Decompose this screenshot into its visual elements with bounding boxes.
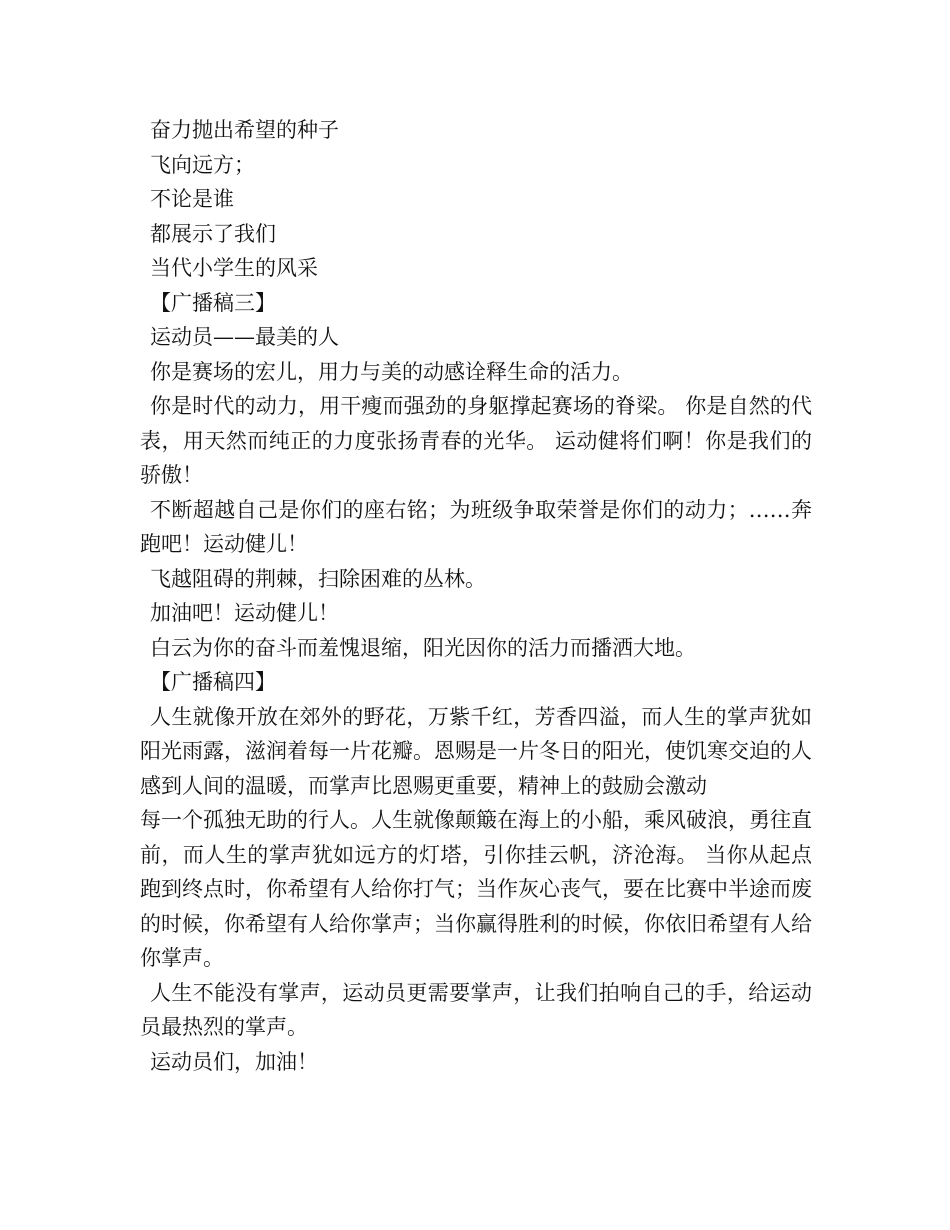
paragraph: 人生就像开放在郊外的野花，万紫千红，芳香四溢，而人生的掌声犹如阳光雨露，滋润着每一片花瓣。恩赐是一片冬日的阳光，使饥寒交迫的人感到人间的温暖，而掌声比恩赐更重要，精神上的鼓励会激动	[140, 704, 812, 798]
poem-title: 运动员——最美的人	[150, 325, 339, 349]
document-body	[140, 113, 812, 1079]
text-line: 飞越阻碍的荆棘，扫除困难的丛林。	[150, 566, 486, 591]
text-line: 运动员们，加油！	[150, 1049, 318, 1074]
paragraph: 你是时代的动力，用干瘦而强劲的身躯撑起赛场的脊梁。 你是自然的代表，用天然而纯正的力度张扬青春的光华。 运动健将们啊！你是我们的骄傲！	[140, 394, 812, 487]
text-line: 加油吧！运动健儿！	[150, 601, 339, 625]
text-line: 当代小学生的风采	[150, 256, 318, 280]
text-line: 你是赛场的宏儿，用力与美的动感诠释生命的活力。	[150, 359, 633, 384]
text-line: 都展示了我们	[150, 221, 276, 246]
paragraph: 人生不能没有掌声，运动员更需要掌声，让我们拍响自己的手，给运动员最热烈的掌声。	[140, 980, 812, 1039]
text-line: 奋力抛出希望的种子	[150, 118, 339, 142]
paragraph: 每一个孤独无助的行人。人生就像颠簸在海上的小船，乘风破浪，勇往直前，而人生的掌声犹如远方的灯塔，引你挂云帆，济沧海。 当你从起点跑到终点时，你希望有人给你打气；当作灰心丧气，要在比赛中半途而废的时候，你希望有人给你掌声；当你赢得胜利的时候，你依旧希望有人给你掌声。	[140, 808, 812, 970]
section-heading: 【广播稿三】	[150, 290, 276, 315]
text-line: 白云为你的奋斗而羞愧退缩，阳光因你的活力而播洒大地。	[150, 635, 696, 660]
text-line: 不论是谁	[150, 187, 234, 211]
paragraph: 不断超越自己是你们的座右铭；为班级争取荣誉是你们的动力；……奔跑吧！运动健儿！	[140, 497, 812, 556]
section-heading: 【广播稿四】	[150, 670, 276, 694]
text-line: 飞向远方；	[150, 152, 255, 177]
